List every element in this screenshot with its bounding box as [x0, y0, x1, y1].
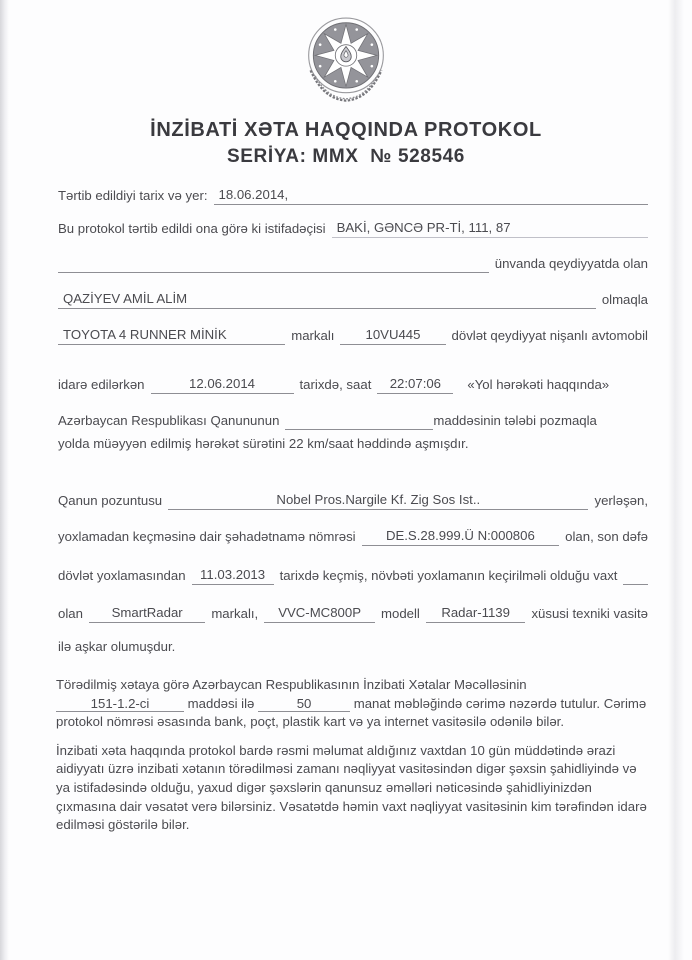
fine-paragraph [0, 676, 692, 732]
violation-date-value: 12.06.2014 [151, 374, 294, 394]
notice-text: İnzibati xəta haqqında protokol bardə rəsmi məlumat aldığınız vaxtdan 10 gün müddətində ərazi aidiyyatı üzrə inzibati xətanın törədilməsi zamanı nəqliyyat vasitəsindən digər şəxsin şahidliyində və ya istifadəsində olduğu, yaxud digər şəxslərin qanunsuz əməlləri nəticəsində şahidliyinizdən çıxmasına dair vəsatət verə bilərsiniz. Vəsatətdə həmin vaxt nəqliyyat vasitəsinin kim tərəfindən idarə edilməsi göstərilə bilər. [56, 742, 647, 833]
location-value: Nobel Pros.Nargile Kf. Zig Sos Ist.. [168, 490, 588, 510]
speed-text: yolda müəyyən edilmiş hərəkət sürətini 22 km/saat həddində aşmışdır. [58, 436, 469, 451]
fine-seg2: maddəsi ilə [187, 695, 255, 711]
fine-seg1: Törədilmiş xətaya görə Azərbaycan Respublikasının İnzibati Xətalar Məcəlləsinin [56, 677, 527, 692]
certificate-suffix-label: olan, son dəfə [565, 529, 648, 544]
row-inspection [58, 565, 648, 585]
fine-amount-value: 50 [258, 696, 350, 712]
address-suffix-label: ünvanda qeydiyyatda olan [494, 256, 648, 271]
row-certificate [58, 526, 648, 546]
document-title: İNZİBATİ XƏTA HAQQINDA PROTOKOL [150, 119, 542, 141]
person-suffix-label: olmaqla [601, 292, 648, 307]
date-place-value: 18.06.2014, [214, 185, 648, 205]
plate-value: 10VU445 [340, 325, 445, 345]
vehicle-make-value: TOYOTA 4 RUNNER MİNİK [58, 325, 285, 345]
row-speed [58, 434, 648, 453]
date-place-label: Tərtib edildiyi tarix və yer: [58, 188, 208, 203]
row-person [58, 289, 648, 309]
certificate-label: yoxlamadan keçməsinə dair şəhadətnamə nömrəsi [58, 529, 356, 544]
inspection-label: dövlət yoxlamasından [58, 568, 186, 583]
marka-label: markalı [291, 328, 335, 343]
device-brand-value: SmartRadar [89, 603, 205, 623]
user-address-value: BAKİ, GƏNCƏ PR-Tİ, 111, 87 [332, 218, 648, 238]
law-article-blank [285, 429, 433, 430]
location-label: Qanun pozuntusu [58, 493, 163, 508]
address-blank-line [58, 272, 489, 273]
row-address-suffix [58, 254, 648, 273]
row-location [58, 490, 648, 510]
row-device [58, 603, 648, 623]
user-label: Bu protokol tərtib edildi ona görə ki istifadəçisi [58, 221, 326, 236]
document-header [0, 119, 692, 168]
document-series: SERİYA: MMX № 528546 [227, 146, 465, 167]
law-suffix-label: maddəsinin tələbi pozmaqla [433, 413, 597, 428]
location-suffix-label: yerləşən, [594, 493, 648, 508]
device-number-value: Radar-1139 [426, 603, 526, 623]
violation-time-value: 22:07:06 [377, 374, 453, 394]
row-date-place [58, 185, 648, 205]
scan-shadow-left [0, 0, 9, 960]
protocol-form [0, 185, 692, 656]
row-device-end [58, 637, 648, 656]
law-label: Azərbaycan Respublikası Qanununun [58, 413, 280, 428]
vehicle-suffix-label: dövlət qeydiyyat nişanlı avtomobil [451, 328, 648, 343]
device-model-label: modell [381, 606, 420, 621]
row-law [58, 411, 648, 430]
notice-paragraph [0, 742, 692, 835]
law-quote-label: «Yol hərəkəti haqqında» [467, 377, 610, 392]
device-model-value: VVC-MC800P [264, 603, 375, 623]
row-driving [58, 374, 648, 394]
device-label: olan [58, 606, 83, 621]
person-name-value: QAZİYEV AMİL ALİM [58, 289, 596, 309]
inspection-date-value: 11.03.2013 [192, 565, 274, 585]
emblem-container [0, 0, 692, 115]
time-label: tarixdə, saat [299, 377, 372, 392]
scan-shadow-right [668, 0, 684, 960]
driving-label: idarə edilərkən [58, 377, 145, 392]
device-end-text: ilə aşkar olumuşdur. [58, 639, 176, 654]
fine-article-value: 151-1.2-ci [56, 696, 184, 712]
row-vehicle [58, 325, 648, 345]
next-inspection-blank [623, 584, 648, 585]
azerbaijan-state-emblem-icon [290, 12, 402, 115]
device-marka-label: markalı, [211, 606, 259, 621]
device-suffix-label: xüsusi texniki vasitə [531, 606, 648, 621]
fine-seg3: manat məbləğində cərimə nəzərdə tutulur. Cərimə protokol nömrəsi əsasında bank, poçt, plastik kart və ya internet vasitəsilə odənilə bilər. [56, 695, 647, 730]
inspection-suffix-label: tarixdə keçmiş, növbəti yoxlamanın keçirilməli olduğu vaxt [279, 568, 618, 583]
certificate-value: DE.S.28.999.Ü N:000806 [362, 526, 560, 546]
row-user [58, 218, 648, 238]
